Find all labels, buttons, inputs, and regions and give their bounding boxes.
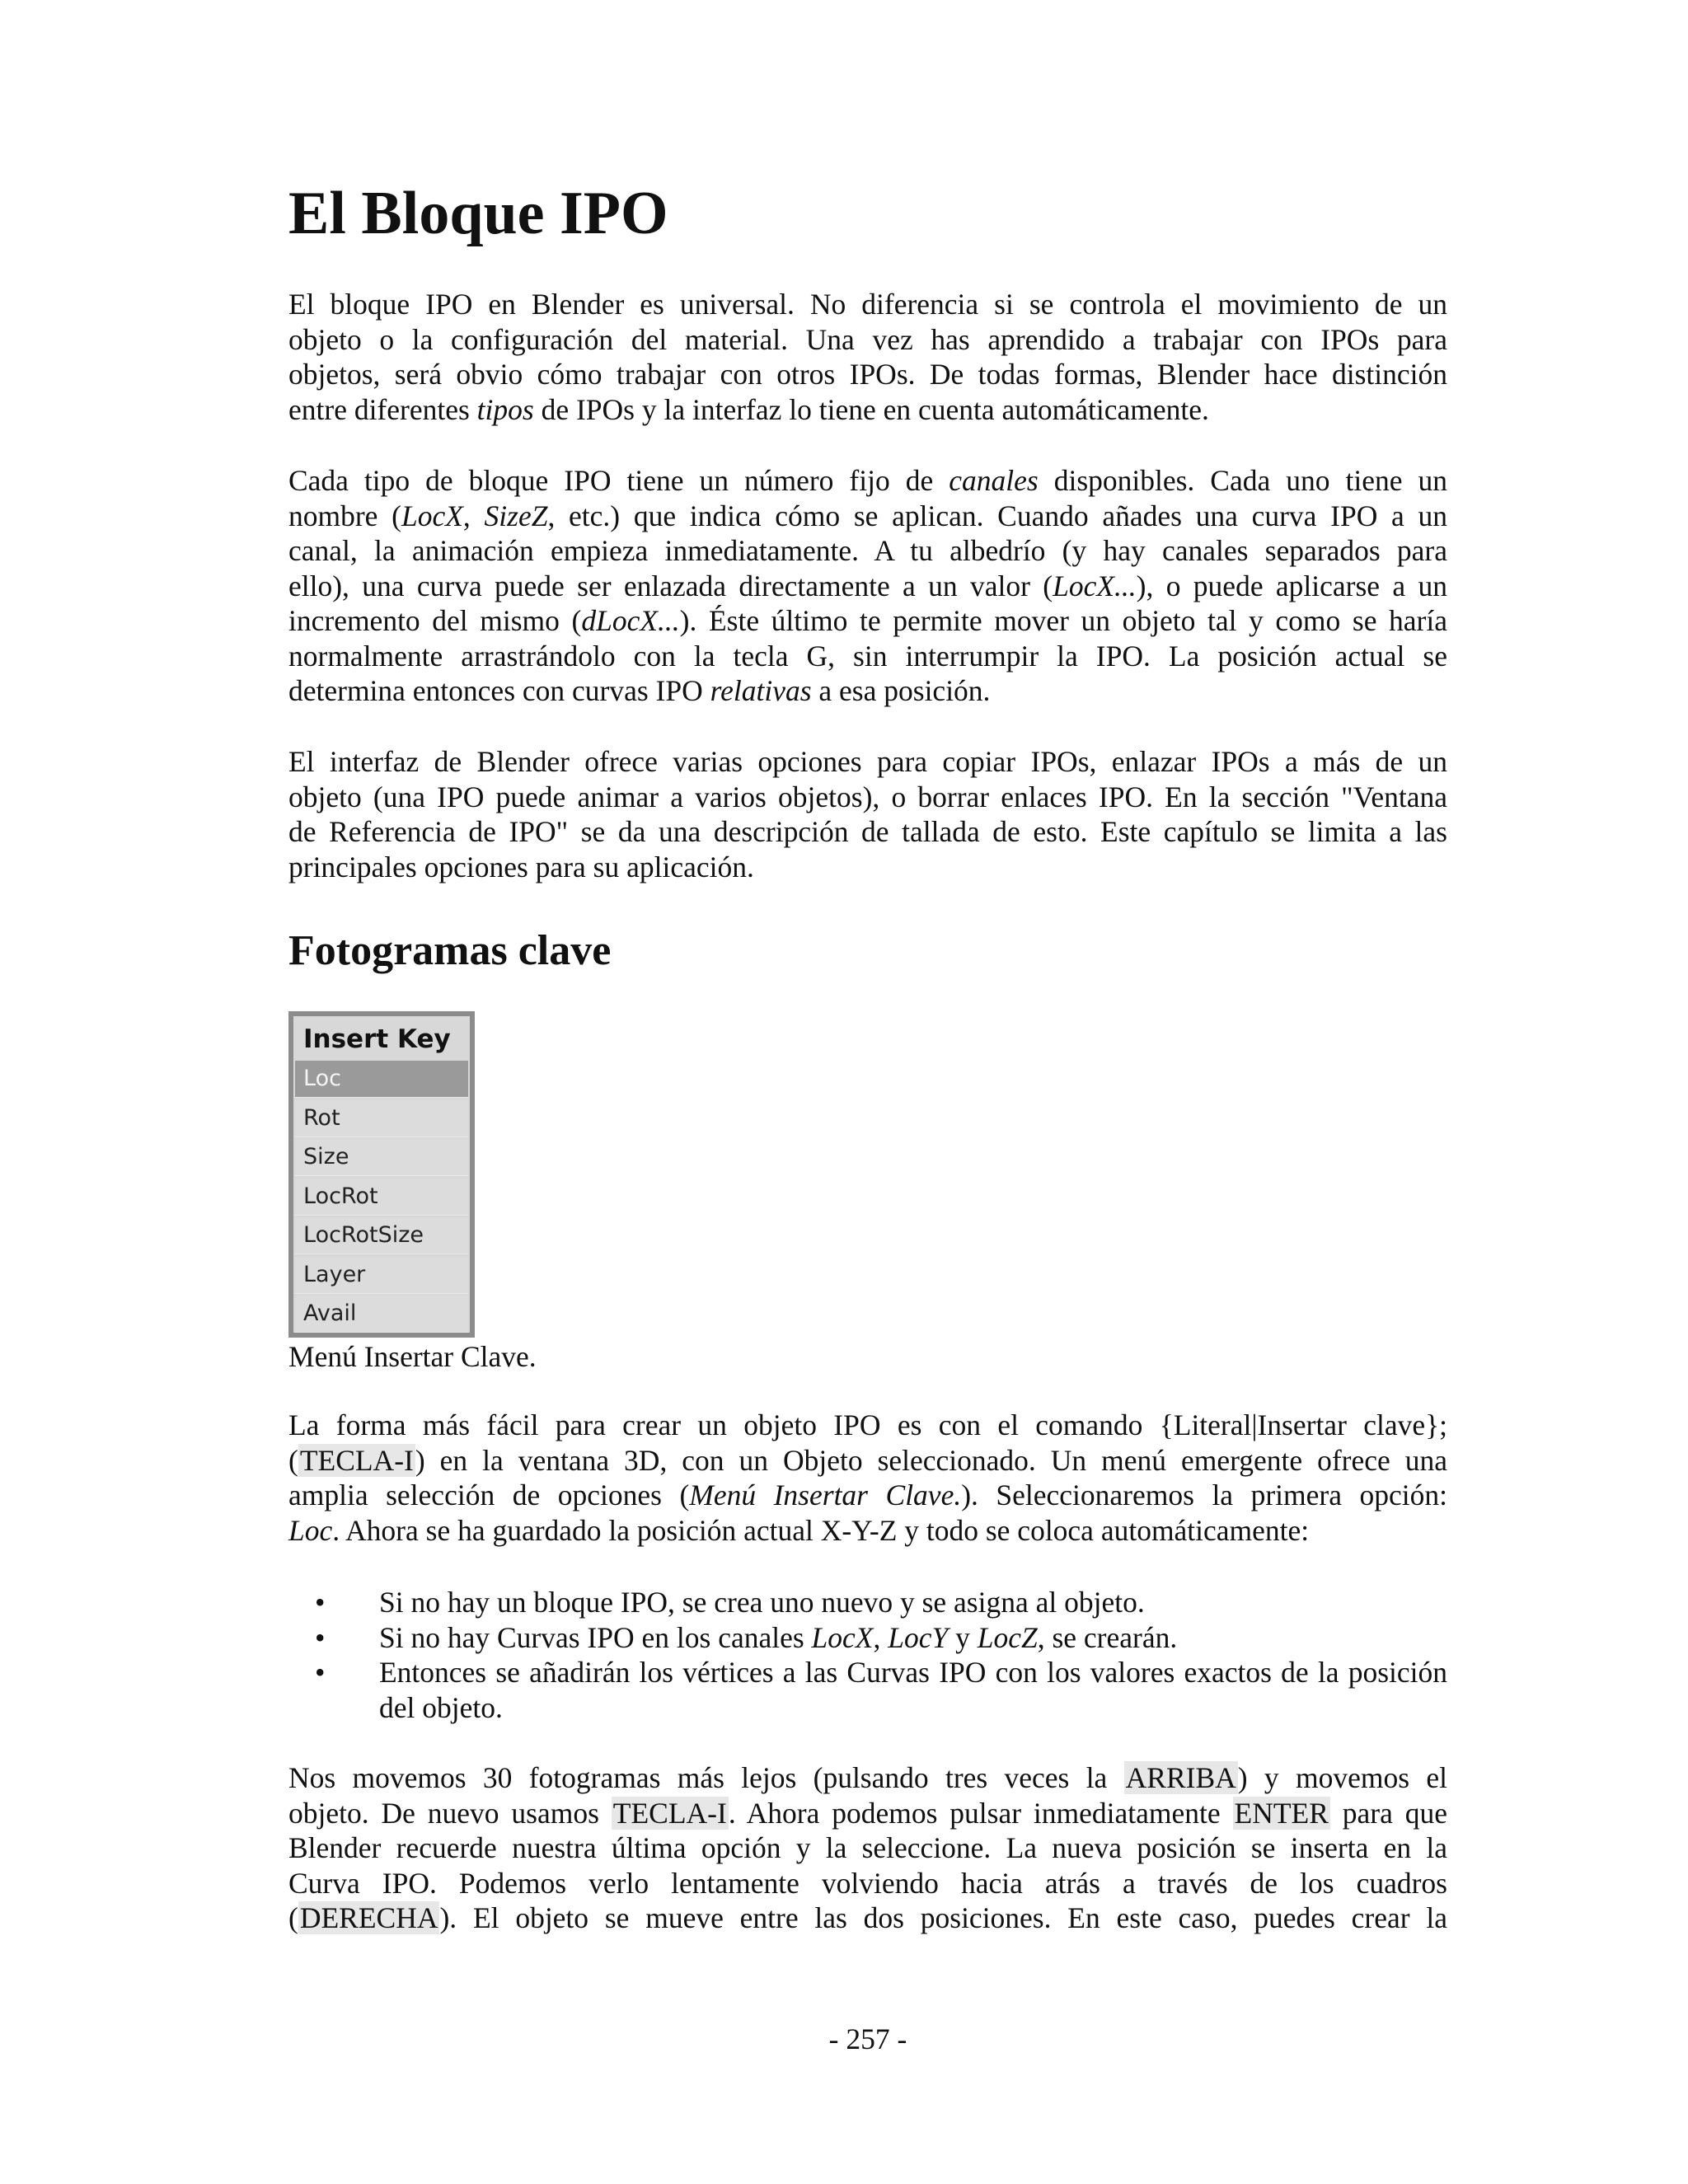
menu-item-locrotsize[interactable]: LocRotSize [295, 1217, 468, 1254]
text-run: ello), una curva puede ser enlazada directamente a un valor ( [288, 569, 1053, 602]
emphasis: Loc [288, 1513, 333, 1547]
text-run: , etc.) que indica cómo se aplican. Cuando añades una curva IPO a un [547, 499, 1448, 532]
text-line [288, 1443, 1447, 1479]
text-run: Entonces se añadirán los vértices a las Curvas IPO con los valores exactos de la posición del objeto. [379, 1656, 1447, 1724]
key-label: TECLA-I [612, 1796, 727, 1830]
text-run: para que [1329, 1796, 1447, 1830]
menu-item-rot[interactable]: Rot [295, 1100, 468, 1137]
text-run: disponibles. Cada uno tiene un [1038, 464, 1447, 497]
text-run: Nos movemos 30 fotogramas más lejos (pulsando tres veces la [288, 1761, 1124, 1794]
emphasis: tipos [476, 392, 534, 426]
text-line [288, 1900, 1447, 1936]
text-run: determina entonces con curvas IPO [288, 674, 710, 707]
text-line [288, 569, 1447, 604]
menu-item-loc[interactable]: Loc [295, 1061, 468, 1098]
emphasis: SizeZ [484, 499, 548, 532]
emphasis: LocZ [977, 1620, 1038, 1654]
text-run: objeto. De nuevo usamos [288, 1796, 612, 1830]
text-run: ) y movemos el [1237, 1761, 1447, 1794]
list-item [288, 1655, 1447, 1725]
paragraph-intro-1 [288, 287, 1447, 427]
text-run: ), o puede aplicarse a un [1136, 569, 1448, 602]
emphasis: LocX [401, 499, 463, 532]
text-run: entre diferentes [288, 392, 477, 426]
insert-key-menu-body [293, 1016, 470, 1333]
text-run: amplia selección de opciones ( [288, 1479, 690, 1511]
menu-item-size[interactable]: Size [295, 1139, 468, 1176]
text-run: nombre ( [288, 499, 401, 532]
key-label: TECLA-I [299, 1443, 414, 1477]
text-line [288, 1478, 1447, 1513]
text-line [288, 392, 1447, 428]
text-run: ( [288, 1901, 298, 1934]
menu-item-locrot[interactable]: LocRot [295, 1179, 468, 1216]
paragraph-keyframes [288, 1760, 1447, 1936]
text-line: normalmente arrastrándolo con la tecla G, sin interrumpir la IPO. La posición actual se [288, 639, 1447, 673]
key-label: DERECHA [299, 1901, 438, 1934]
text-run: incremento del mismo ( [288, 604, 582, 637]
text-line: objeto (una IPO puede animar a varios objetos), o borrar enlaces IPO. En la sección "Ventana [288, 780, 1447, 813]
paragraph-insert-key [288, 1408, 1447, 1548]
bullet-icon: • [315, 1656, 326, 1689]
text-line: principales opciones para su aplicación. [288, 850, 754, 883]
text-line: Blender recuerde nuestra última opción y la seleccione. La nueva posición se inserta en la [288, 1831, 1447, 1864]
text-run: , se crearán. [1037, 1620, 1178, 1654]
section-heading-fotogramas-clave: Fotogramas clave [288, 927, 612, 974]
emphasis: Menú Insertar Clave. [689, 1479, 962, 1511]
bullet-icon: • [315, 1586, 326, 1619]
text-line [288, 1513, 1447, 1549]
text-line: canal, la animación empieza inmediatamente. A tu albedrío (y hay canales separados para [288, 534, 1447, 567]
text-run: de IPOs y la interfaz lo tiene en cuenta automáticamente. [533, 392, 1209, 426]
text-line: La forma más fácil para crear un objeto IPO es con el comando {Literal|Insertar clave}; [288, 1408, 1447, 1441]
key-label: ARRIBA [1125, 1761, 1236, 1794]
emphasis: dLocX... [581, 604, 680, 637]
emphasis: LocX... [1053, 569, 1137, 602]
text-line [288, 673, 1447, 709]
insert-key-menu [288, 1011, 475, 1338]
bullet-list [288, 1585, 1447, 1725]
text-line: El interfaz de Blender ofrece varias opciones para copiar IPOs, enlazar IPOs a más de un [288, 745, 1447, 778]
page-title: El Bloque IPO [288, 180, 668, 247]
text-run: Si no hay un bloque IPO, se crea uno nuevo y se asigna al objeto. [379, 1586, 1145, 1619]
text-run: a esa posición. [811, 674, 991, 707]
emphasis: canales [949, 464, 1039, 497]
text-run: , [873, 1620, 889, 1654]
emphasis: LocX [811, 1620, 874, 1654]
text-line: objetos, será obvio cómo trabajar con otros IPOs. De todas formas, Blender hace distinción [288, 358, 1447, 391]
key-label: ENTER [1234, 1796, 1329, 1830]
text-run: . Ahora podemos pulsar inmediatamente [728, 1796, 1233, 1830]
list-item [288, 1620, 1447, 1656]
text-line [288, 499, 1447, 534]
text-run: ). Seleccionaremos la primera opción: [961, 1479, 1447, 1511]
text-line [288, 1796, 1447, 1831]
text-run: ) en la ventana 3D, con un Objeto seleccionado. Un menú emergente ofrece una [415, 1443, 1447, 1477]
text-run: , [462, 499, 485, 532]
text-line [288, 603, 1447, 639]
text-line: de Referencia de IPO" se da una descripción de tallada de esto. Este capítulo se limita a las [288, 815, 1447, 848]
menu-item-layer[interactable]: Layer [295, 1257, 468, 1294]
emphasis: LocY [888, 1620, 949, 1654]
text-run: . Ahora se ha guardado la posición actual X-Y-Z y todo se coloca automáticamente: [332, 1513, 1310, 1547]
menu-title: Insert Key [303, 1024, 451, 1054]
paragraph-intro-2 [288, 463, 1447, 709]
text-line: objeto o la configuración del material. Una vez has aprendido a trabajar con IPOs para [288, 322, 1447, 356]
page-number: - 257 - [828, 2022, 907, 2055]
text-line: El bloque IPO en Blender es universal. No diferencia si se controla el movimiento de un [288, 288, 1447, 321]
bullet-icon: • [315, 1620, 326, 1654]
text-run: y [948, 1620, 978, 1654]
text-run: Si no hay Curvas IPO en los canales [379, 1620, 812, 1654]
text-line [288, 1760, 1447, 1796]
text-run: Cada tipo de bloque IPO tiene un número fijo de [288, 464, 950, 497]
text-run: ). El objeto se mueve entre las dos posiciones. En este caso, puedes crear la [439, 1901, 1447, 1934]
menu-item-avail[interactable]: Avail [295, 1296, 468, 1333]
figure-caption: Menú Insertar Clave. [288, 1340, 537, 1373]
text-run: ). Éste último te permite mover un objeto tal y como se haría [679, 604, 1448, 637]
text-run: ( [288, 1443, 298, 1477]
list-item [288, 1585, 1447, 1620]
text-line [288, 463, 1447, 499]
paragraph-intro-3 [288, 744, 1447, 884]
text-line: Curva IPO. Podemos verlo lentamente volviendo hacia atrás a través de los cuadros [288, 1866, 1447, 1900]
emphasis: relativas [710, 674, 812, 707]
